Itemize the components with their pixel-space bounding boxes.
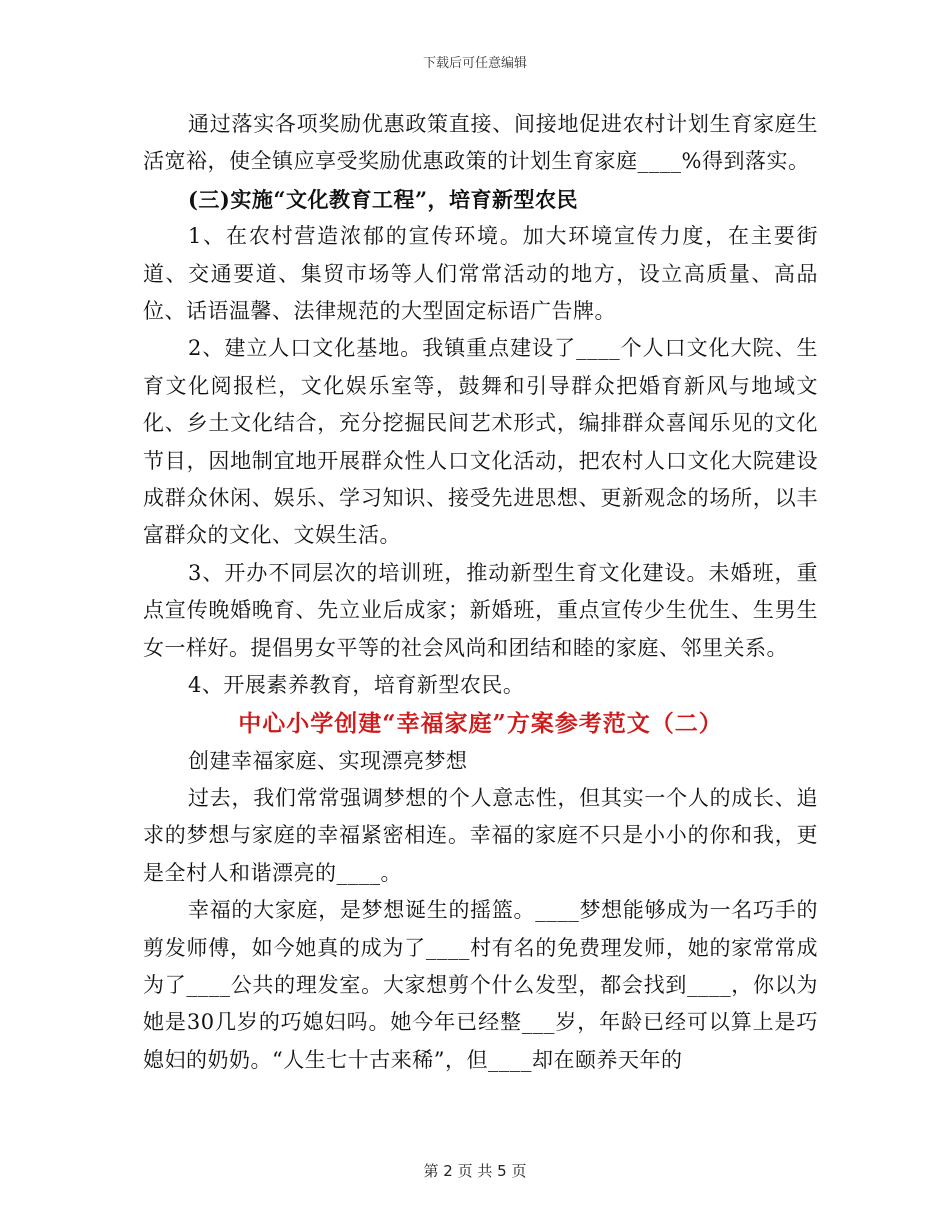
paragraph-item-4: 4、开展素养教育，培育新型农民。 [188, 673, 525, 698]
paragraph-item-2: 2、建立人口文化基地。我镇重点建设了____个人口文化大院、生育文化阅报栏，文化娱乐室等，鼓舞和引导群众把婚育新风与地域文化、乡土文化结合，充分挖掘民间艺术形式，编排群众喜闻乐见的文化节目，因地制宜地开展群众性人口文化活动，把农村人口文化大院建设成群众休闲、娱乐、学习知识、接受先进思想、更新观念的场所，以丰富群众的文化、文娱生活。 [143, 336, 818, 548]
document-body [143, 106, 818, 1079]
page-number: 第 2 页 共 5 页 [423, 1162, 527, 1180]
paragraph-item-3: 3、开办不同层次的培训班，推动新型生育文化建设。未婚班，重点宣传晚婚晚育、先立业后成家；新婚班，重点宣传少生优生、生男生女一样好。提倡男女平等的社会风尚和团结和睦的家庭、邻里关系。 [143, 560, 818, 660]
paragraph-rewards: 通过落实各项奖励优惠政策直接、间接地促进农村计划生育家庭生活宽裕，使全镇应享受奖励优惠政策的计划生育家庭____%得到落实。 [143, 112, 818, 174]
paragraph-dream: 过去，我们常常强调梦想的个人意志性，但其实一个人的成长、追求的梦想与家庭的幸福紧密相连。幸福的家庭不只是小小的你和我，更是全村人和谐漂亮的____。 [143, 785, 818, 885]
section-title: 中心小学创建“幸福家庭”方案参考范文（二） [238, 709, 723, 737]
paragraph-subtitle: 创建幸福家庭、实现漂亮梦想 [188, 748, 468, 773]
paragraph-cradle: 幸福的大家庭，是梦想诞生的摇篮。____梦想能够成为一名巧手的剪发师傅，如今她真的成为了____村有名的免费理发师，她的家常常成为了____公共的理发室。大家想剪个什么发型，都会找到____，你以为她是30几岁的巧媳妇吗。她今年已经整___岁，年龄已经可以算上是巧媳妇的奶奶。“人生七十古来稀”，但____却在颐养天年的 [143, 898, 818, 1072]
paragraph-item-1: 1、在农村营造浓郁的宣传环境。加大环境宣传力度，在主要街道、交通要道、集贸市场等人们常常活动的地方，设立高质量、高品位、话语温馨、法律规范的大型固定标语广告牌。 [143, 224, 818, 324]
subheading-culture-education: (三)实施“文化教育工程”，培育新型农民 [188, 186, 579, 212]
header-note: 下载后可任意编辑 [422, 56, 527, 71]
